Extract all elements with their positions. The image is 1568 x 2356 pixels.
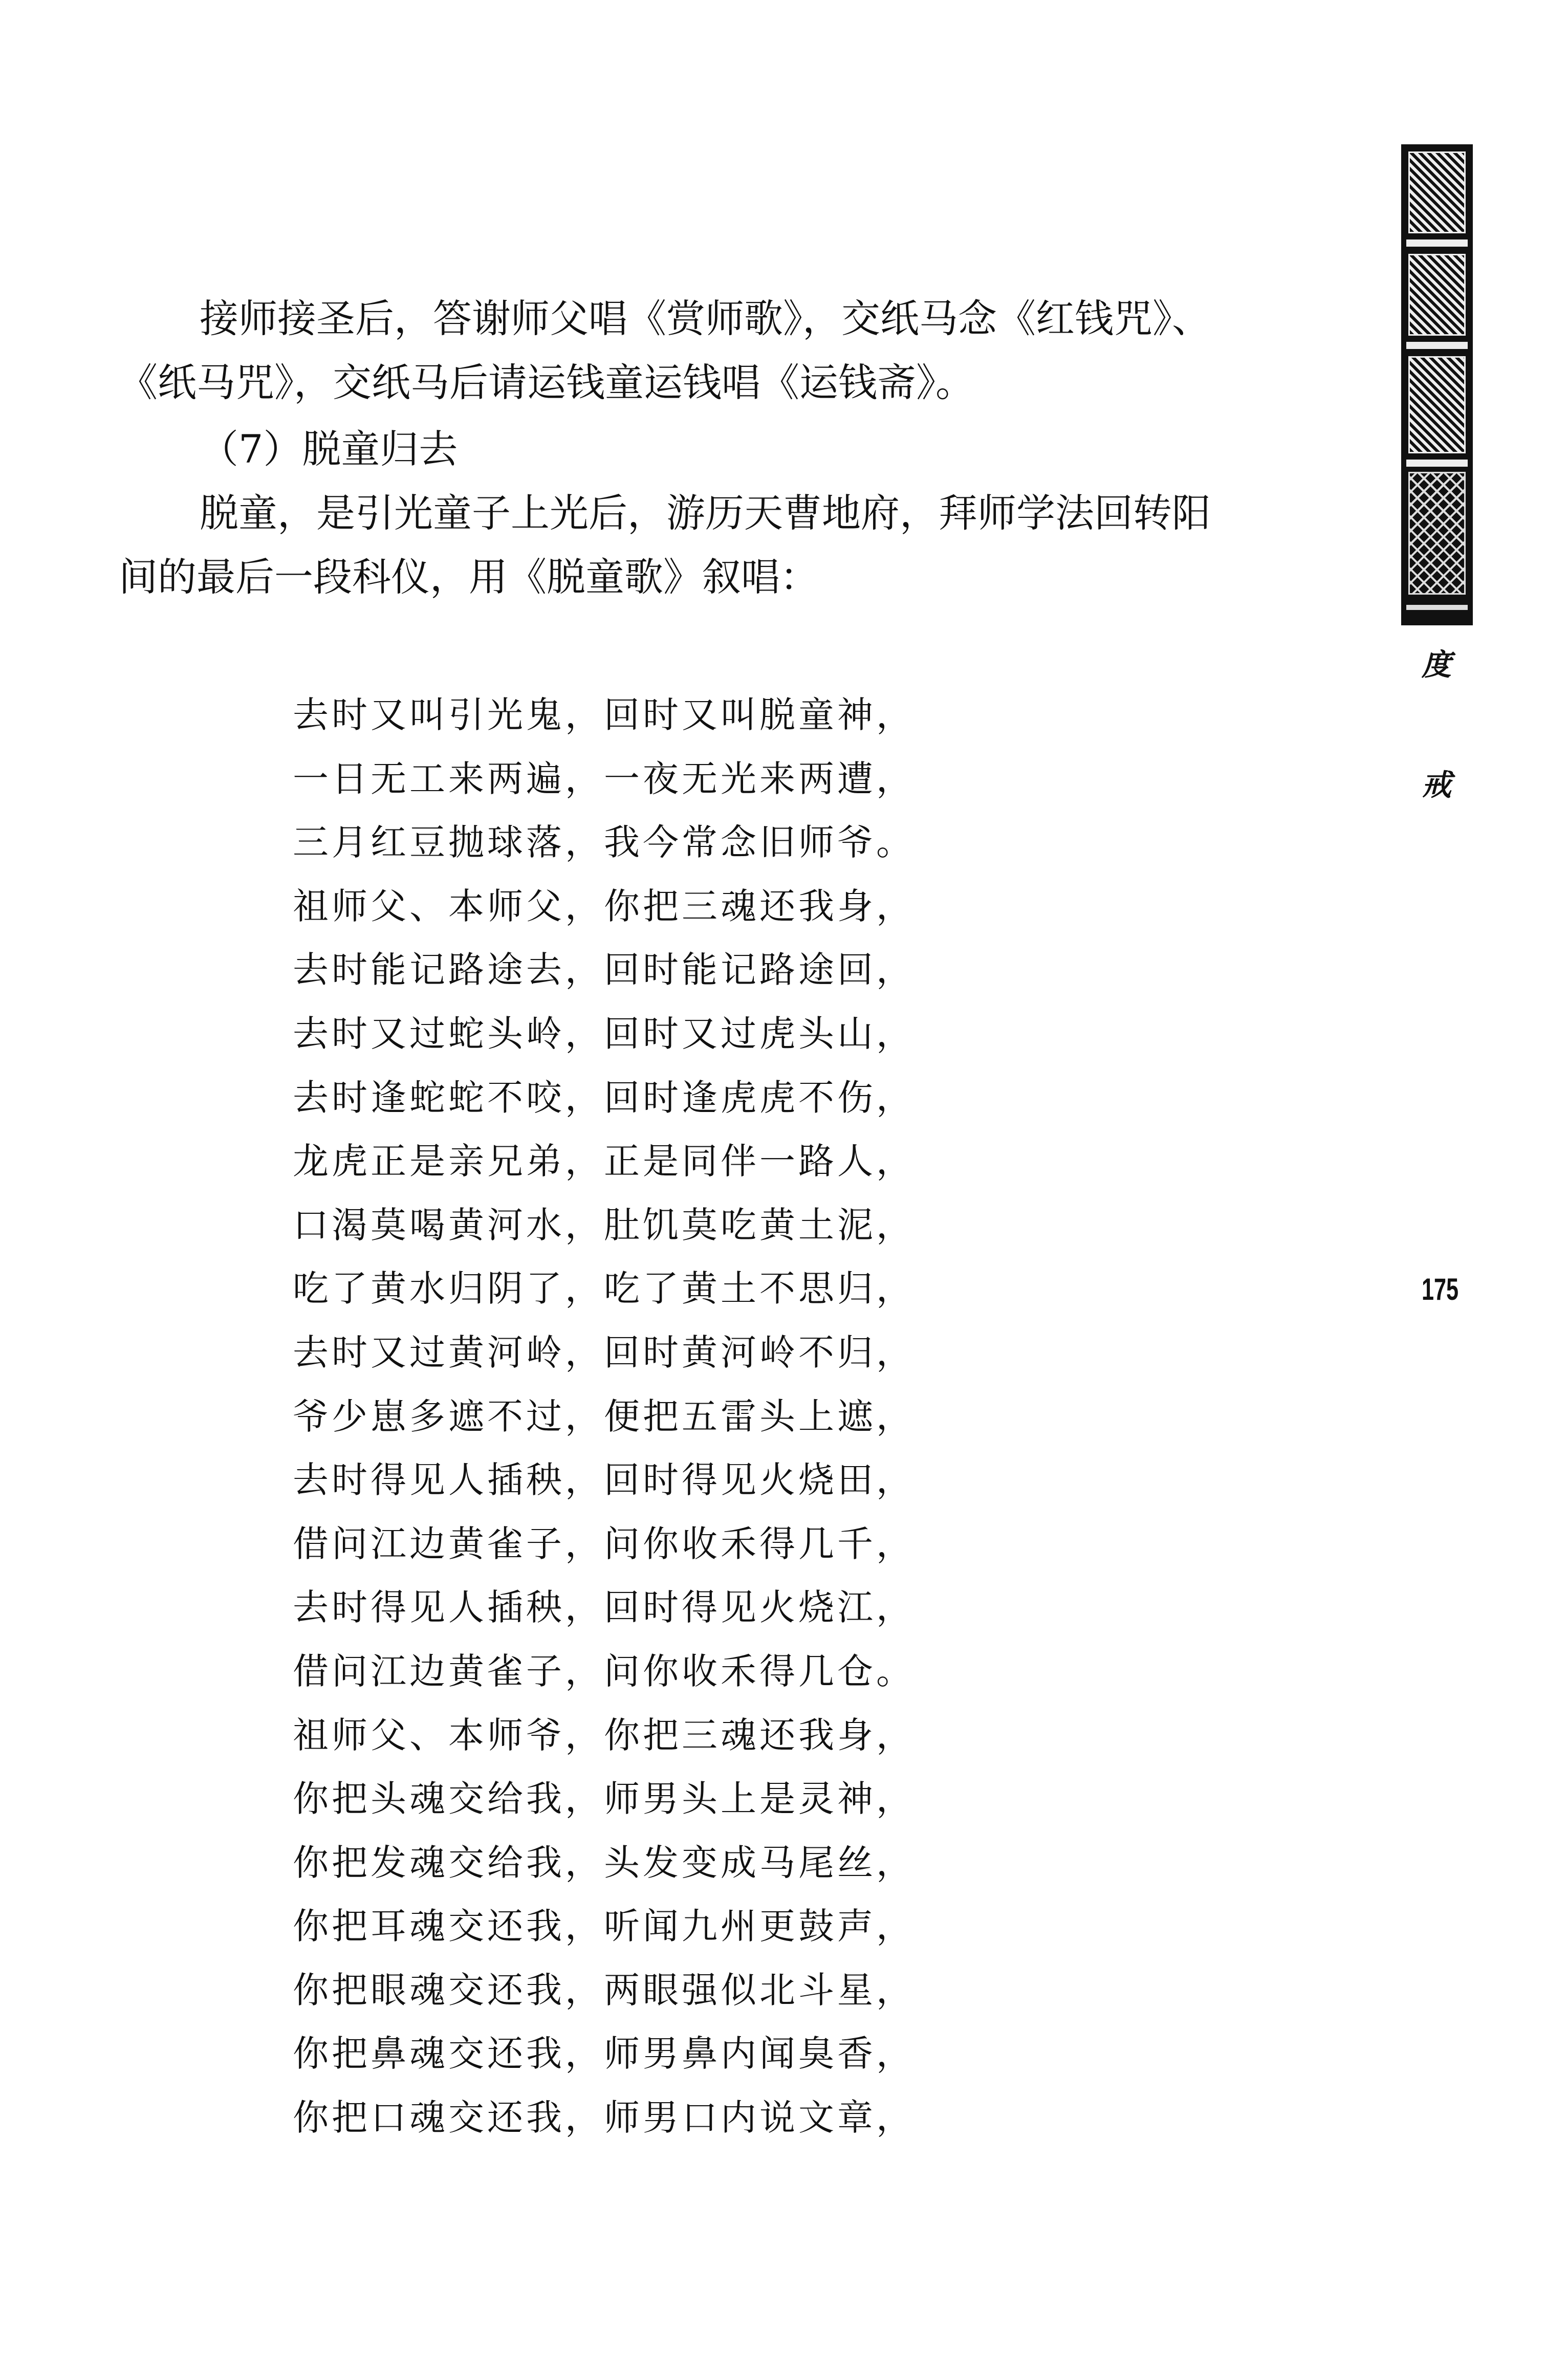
song-line: 你把口魂交还我，师男口内说文章， <box>293 2097 915 2139</box>
paragraph-2-line-1: 脱童，是引光童子上光后，游历天曹地府，拜师学法回转阳 <box>200 490 1211 536</box>
page-number: 175 <box>1422 1272 1459 1306</box>
running-head-char-2: 戒 <box>1422 768 1452 802</box>
song-line: 你把鼻魂交还我，师男鼻内闻臭香， <box>293 2033 915 2075</box>
song-line: 祖师父、本师爷，你把三魂还我身， <box>293 1714 915 1756</box>
song-line: 去时得见人插秧，回时得见火烧田， <box>293 1459 915 1501</box>
section-heading: （7）脱童归去 <box>200 426 458 472</box>
song-line: 去时又过黄河岭，回时黄河岭不归， <box>293 1331 915 1373</box>
song-line: 祖师父、本师父，你把三魂还我身， <box>293 885 915 927</box>
song-line: 龙虎正是亲兄弟，正是同伴一路人， <box>293 1140 915 1183</box>
song-line: 一日无工来两遍，一夜无光来两遭， <box>293 757 915 800</box>
song-line: 你把眼魂交还我，两眼强似北斗星， <box>293 1969 915 2011</box>
song-line: 借问江边黄雀子，问你收禾得几千， <box>293 1522 915 1565</box>
ornament-divider <box>1406 342 1468 349</box>
song-verse <box>293 683 915 2150</box>
paragraph-1-line-2: 《纸马咒》，交纸马后请运钱童运钱唱《运钱斋》。 <box>119 360 974 405</box>
song-line: 吃了黄水归阴了，吃了黄土不思归， <box>293 1268 915 1310</box>
ornament-diamond-pattern-icon <box>1408 472 1466 595</box>
running-head-char-1: 度 <box>1422 647 1452 682</box>
song-line: 你把发魂交给我，头发变成马尾丝， <box>293 1841 915 1884</box>
ornament-divider <box>1406 460 1468 467</box>
song-line: 三月红豆抛球落，我今常念旧师爷。 <box>293 821 915 864</box>
song-line: 去时又过蛇头岭，回时又过虎头山， <box>293 1012 915 1055</box>
margin-ornament-icon <box>1401 144 1473 625</box>
song-line: 借问江边黄雀子，问你收禾得几仓。 <box>293 1650 915 1692</box>
song-line: 去时得见人插秧，回时得见火烧江， <box>293 1586 915 1629</box>
song-line: 口渴莫喝黄河水，肚饥莫吃黄土泥， <box>293 1204 915 1246</box>
song-line: 去时又叫引光鬼，回时又叫脱童神， <box>293 694 915 736</box>
song-line: 去时逢蛇蛇不咬，回时逢虎虎不伤， <box>293 1076 915 1119</box>
ornament-divider <box>1406 605 1468 610</box>
paragraph-2-line-2: 间的最后一段科仪，用《脱童歌》叙唱： <box>119 554 819 600</box>
song-line: 你把头魂交给我，师男头上是灵神， <box>293 1778 915 1820</box>
ornament-divider <box>1406 239 1468 247</box>
song-line: 爷少崽多遮不过，便把五雷头上遮， <box>293 1395 915 1437</box>
ornament-glyph-icon <box>1408 254 1466 336</box>
song-line: 你把耳魂交还我，听闻九州更鼓声， <box>293 1905 915 1948</box>
paragraph-1-line-1: 接师接圣后，答谢师父唱《赏师歌》，交纸马念《红钱咒》、 <box>200 296 1211 341</box>
ornament-glyph-icon <box>1408 356 1466 453</box>
song-line: 去时能记路途去，回时能记路途回， <box>293 949 915 991</box>
ornament-glyph-icon <box>1408 151 1466 233</box>
